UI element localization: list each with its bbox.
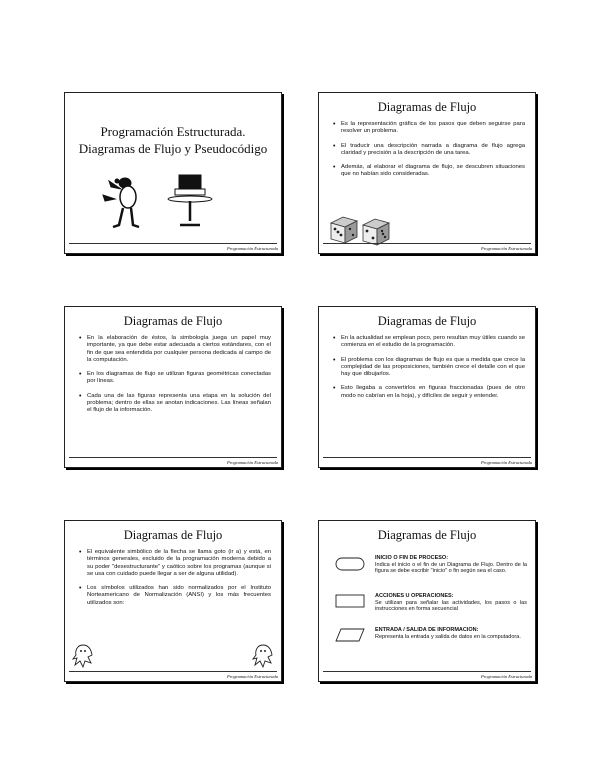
symbol-heading: INICIO O FIN DE PROCESO: <box>375 555 449 561</box>
slide-cover <box>64 92 282 254</box>
footer-divider <box>69 671 277 672</box>
bullet-item: • El equivalente simbólico de la flecha se llama goto (ir a) y está, en términos generales, excluido de la programación moderna debido a su poder "desestructurante" y caótico sobre los programas (aunque si se usa con cuidado puede llegar a ser de alguna utilidad). <box>87 549 271 578</box>
slide-footer: Programación Estructurada <box>227 674 278 679</box>
bullet-item: • En la actualidad se emplean poco, pero resultan muy útiles cuando se comienza en el estudio de la programación. <box>341 335 525 350</box>
symbol-heading: ACCIONES U OPERACIONES: <box>375 593 454 599</box>
bullet-list <box>319 335 535 400</box>
bullet-item: • En los diagramas de flujo se utilizan figuras geométricas conectadas por líneas. <box>87 371 271 386</box>
footer-divider <box>323 671 531 672</box>
cover-title-line2: Diagramas de Flujo y Pseudocódigo <box>78 141 268 156</box>
bullet-list <box>65 335 281 415</box>
symbol-description: Se utilizan para señalar las actividades, los pasos o las instrucciones en forma secuencial <box>375 599 527 613</box>
ghost-left-icon <box>71 643 95 669</box>
bullet-item: • El traducir una descripción narrada a diagrama de flujo agrega claridad y precisión a la descripción de una tarea. <box>341 143 525 158</box>
bullet-item: • Esto llegaba a convertirlos en figuras fraccionadas (pues de otro modo no cabrían en la hoja), y difíciles de seguir y entender. <box>341 385 525 400</box>
dice-illustration <box>327 211 407 247</box>
slide-title: Diagramas de Flujo <box>377 100 477 114</box>
bullet-list <box>319 121 535 179</box>
slide-footer: Programación Estructurada <box>227 460 278 465</box>
slide-footer: Programación Estructurada <box>481 460 532 465</box>
io-symbol-icon <box>335 628 365 642</box>
process-symbol-icon <box>335 594 365 608</box>
slide-symbology <box>64 306 282 468</box>
slide-goto <box>64 520 282 682</box>
cover-title <box>65 123 281 157</box>
slide-symbols <box>318 520 536 682</box>
bullet-item: • Los símbolos utilizados han sido normalizados por el Instituto Norteamericano de Normalización (ANSI) y los más frecuentes utilizados son: <box>87 585 271 607</box>
slide-limitations <box>318 306 536 468</box>
symbol-heading: ENTRADA / SALIDA DE INFORMACION: <box>375 627 479 633</box>
bullet-item: • En la elaboración de éstos, la simbología juega un papel muy importante, ya que debe estar adecuada a ciertos estándares, con el fin de que sea entendida por cualquier persona dedicada al campo de la computación. <box>87 335 271 364</box>
bullet-item: • El problema con los diagramas de flujo es que a medida que crece la complejidad de las proposiciones, también crece el detalle con el que hay que dibujarlos. <box>341 357 525 379</box>
symbol-description: Indica el inicio o el fin de un Diagrama de Flujo. Dentro de la figura se debe escribir "inicio" o fin según sea el caso. <box>375 561 527 575</box>
slide-definition <box>318 92 536 254</box>
slide-title: Diagramas de Flujo <box>377 314 477 328</box>
footer-divider <box>69 457 277 458</box>
cartoon-computer-illustration <box>95 171 225 231</box>
slide-footer: Programación Estructurada <box>481 246 532 251</box>
ghost-right-icon <box>251 643 275 669</box>
footer-divider <box>323 243 531 244</box>
bullet-list <box>65 549 281 607</box>
bullet-item: • Cada una de las figuras representa una etapa en la solución del problema; dentro de ellas se anotan indicaciones. Las líneas señalan el flujo de la información. <box>87 393 271 415</box>
slide-title: Diagramas de Flujo <box>123 314 223 328</box>
footer-divider <box>69 243 277 244</box>
slide-footer: Programación Estructurada <box>481 674 532 679</box>
footer-divider <box>323 457 531 458</box>
cover-title-line1: Programación Estructurada. <box>100 124 246 139</box>
symbol-description: Representa la entrada y salida de datos en la computadora. <box>375 633 521 640</box>
bullet-item: • Además, al elaborar el diagrama de flujo, se descubren situaciones que no habían sido consideradas. <box>341 164 525 179</box>
bullet-item: • Es la representación gráfica de los pasos que deben seguirse para resolver un problema. <box>341 121 525 136</box>
slide-title: Diagramas de Flujo <box>123 528 223 542</box>
terminal-symbol-icon <box>335 557 365 571</box>
slide-footer: Programación Estructurada <box>227 246 278 251</box>
slide-title: Diagramas de Flujo <box>377 528 477 542</box>
